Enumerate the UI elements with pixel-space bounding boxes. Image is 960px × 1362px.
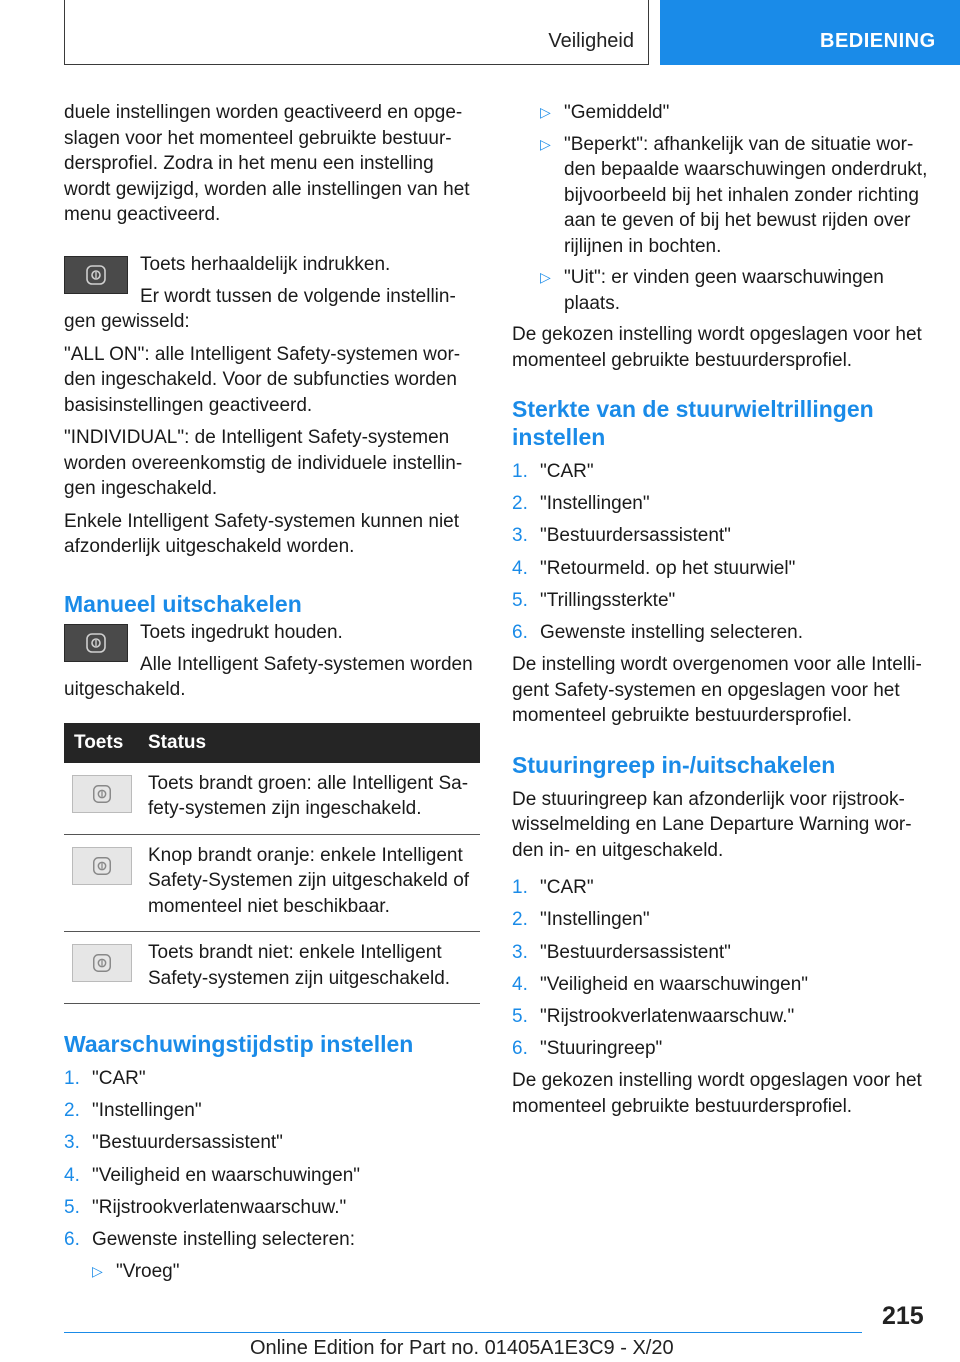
list-item: 1. "CAR": [64, 1068, 146, 1089]
saved-note-1: De gekozen instelling wordt opgeslagen voor het momenteel gebruikte bestuurdersprofiel.: [512, 324, 922, 371]
triangle-right-icon: ▷: [540, 269, 551, 285]
list-item: 2. "Instellingen": [512, 909, 650, 931]
list-item: ▷ "Uit": er vinden geen waarschuwingen plaats.: [536, 265, 928, 316]
footer-edition: Online Edition for Part no. 01405A1E3C9 - X/20: [250, 1337, 674, 1359]
steering-intro: De stuuringreep kan afzonderlijk voor rijstrookwisselmelding en Lane Departure Warning worden in- en uitgeschakeld.: [512, 788, 912, 861]
list-item: 6. "Stuuringreep": [512, 1038, 663, 1060]
intro-paragraph: duele instellingen worden geactiveerd en opgeslagen voor het momenteel gebruikte bestuurdersprofiel. Zodra in het menu een instelling wordt gewijzigd, worden alle instellingen van het menu geactiveerd.: [64, 102, 470, 225]
vibration-note: De instelling wordt overgenomen voor alle Intelligent Safety-systemen en opgeslagen voor het momenteel gebruikte bestuurdersprofiel.: [512, 654, 922, 727]
safety-button-icon: [72, 944, 132, 982]
vibration-steps-list: [512, 459, 928, 645]
header-section-title: Veiligheid: [548, 30, 634, 52]
individual-text: "INDIVIDUAL": de Intelligent Safety-systemen worden overeenkomstig de individuele instellingen ingeschakeld.: [64, 427, 463, 499]
triangle-right-icon: ▷: [540, 104, 551, 120]
list-item: 6. Gewenste instelling selecteren:: [64, 1228, 355, 1250]
safety-button-icon: [64, 256, 128, 294]
all-on-text: "ALL ON": alle Intelligent Safety-systemen worden ingeschakeld. Voor de subfuncties worden basisinstellingen geactiveerd.: [64, 343, 461, 416]
list-item: 3. "Bestuurdersassistent": [512, 941, 731, 963]
steering-steps-list: [512, 875, 928, 1061]
list-item: ▷ "Gemiddeld": [536, 100, 928, 126]
saved-note-2: De gekozen instelling wordt opgeslagen voor het momenteel gebruikte bestuurdersprofiel.: [512, 1070, 922, 1117]
list-item: 5. "Trillingssterkte": [512, 589, 676, 611]
key2-line2: Alle Intelligent Safety-systemen worden uitgeschakeld.: [64, 653, 473, 700]
header-chapter-tab: BEDIENING: [660, 0, 960, 65]
table-header-row: [64, 723, 480, 763]
list-item: 3. "Bestuurdersassistent": [64, 1132, 283, 1154]
list-item: 1. "CAR": [512, 877, 594, 899]
triangle-right-icon: ▷: [540, 135, 551, 152]
footer-divider: [64, 1332, 862, 1333]
list-item: 5. "Rijstrookverlatenwaarschuw.": [512, 1005, 795, 1027]
list-item: 2. "Instellingen": [512, 493, 650, 515]
key1-line1: Toets herhaaldelijk indrukken.: [140, 253, 391, 275]
status-table: [64, 723, 480, 1005]
list-item: ▷ "Beperkt": afhankelijk van de situatie worden bepaalde waarschuwingen onderdrukt, bijvoorbeeld bij het inhalen zonder richting aan te geven of bij het bewust rijden over rijlijnen in bochten.: [536, 132, 928, 260]
heading-manual-off: Manueel uitschakelen: [64, 590, 302, 617]
table-row: [64, 834, 480, 932]
list-item: 2. "Instellingen": [64, 1100, 202, 1122]
list-item: 5. "Rijstrookverlatenwaarschuw.": [64, 1196, 347, 1218]
list-item: 1. "CAR": [512, 461, 594, 482]
warning-options-list: [64, 1259, 480, 1285]
safety-button-icon: [72, 847, 132, 885]
left-column: [64, 100, 480, 1291]
table-cell-status: Toets brandt niet: enkele Intelligent Safety-systemen zijn uitgeschakeld.: [148, 932, 480, 1004]
page-number: 215: [882, 1302, 924, 1330]
safety-button-icon: [64, 624, 128, 662]
right-column: [512, 100, 928, 1126]
list-item: 4. "Veiligheid en waarschuwingen": [512, 973, 809, 995]
warning-options-list-cont: [512, 100, 928, 316]
list-item: 3. "Bestuurdersassistent": [512, 525, 731, 547]
key2-line1: Toets ingedrukt houden.: [140, 621, 343, 643]
list-item: 6. Gewenste instelling selecteren.: [512, 621, 803, 643]
heading-steering: Stuuringreep in-/uitschakelen: [512, 751, 836, 778]
key1-line2: Er wordt tussen de volgende instellingen gewisseld:: [64, 285, 456, 332]
heading-warning-time: Waarschuwingstijdstip instellen: [64, 1031, 414, 1057]
safety-button-icon: [72, 775, 132, 813]
table-row: [64, 932, 480, 1004]
table-header-toets: Toets: [64, 723, 148, 763]
enkele-text: Enkele Intelligent Safety-systemen kunnen niet afzonderlijk uitgeschakeld worden.: [64, 510, 460, 557]
list-item: 4. "Retourmeld. op het stuurwiel": [512, 557, 796, 579]
table-row: [64, 763, 480, 835]
table-cell-status: Knop brandt oranje: enkele Intelligent Safety-Systemen zijn uitgeschakeld of momenteel niet beschikbaar.: [148, 834, 480, 932]
list-item: ▷ "Vroeg": [88, 1259, 480, 1285]
list-item: 4. "Veiligheid en waarschuwingen": [64, 1164, 361, 1186]
heading-vibration: Sterkte van de stuurwieltrillingen instellen: [512, 396, 874, 450]
triangle-right-icon: ▷: [92, 1263, 103, 1280]
table-cell-status: Toets brandt groen: alle Intelligent Safety-systemen zijn ingeschakeld.: [148, 763, 480, 835]
table-header-status: Status: [148, 723, 480, 763]
warning-steps-list: [64, 1066, 480, 1252]
